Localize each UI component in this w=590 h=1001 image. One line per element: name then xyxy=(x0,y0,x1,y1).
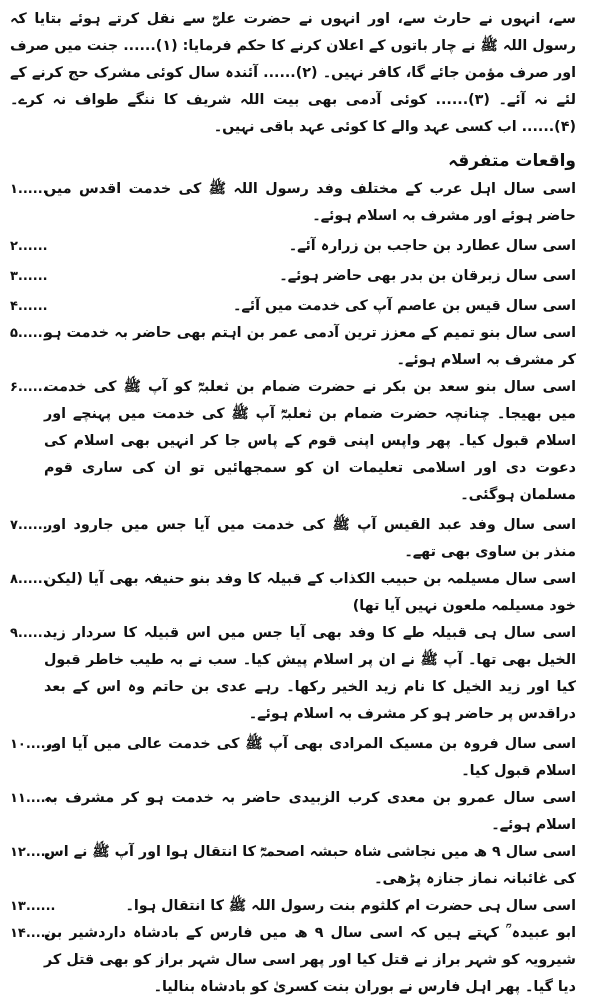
list-item xyxy=(10,263,576,290)
list-item-text: ابو عبیدہ ؒ کہتے ہیں کہ اسی سال ۹ ھ میں فارس کے بادشاہ داردشیر بن شیرویہ کو شہر براز نے قتل کیا اور پھر اسی سال شہر براز کو بھی قتل کر دیا گیا۔ پھر اہل فارس نے بوران بنت کسریٰ کو بادشاہ بنالیا۔ xyxy=(44,925,576,995)
list-item-text: اسی سال بنو سعد بن بکر نے حضرت ضمام بن ثعلبہؓ کو آپ ﷺ کی خدمت میں بھیجا۔ چنانچہ حضرت ضمام بن ثعلبہؓ آپ ﷺ کی خدمت میں پہنچے اور اسلام قبول کیا۔ پھر واپس اپنی قوم کے پاس جا کر انہیں بھی اسلام کی دعوت دی اور اسلامی تعلیمات ان کو سمجھائیں تو ان کی ساری قوم مسلمان ہوگئی۔ xyxy=(44,379,576,503)
list-item-number: ۶...... xyxy=(10,380,48,395)
list-item-text: اسی سال ۹ ھ میں نجاشی شاہ حبشہ اصحمہؓ کا انتقال ہوا اور آپ ﷺ نے اس کی غائبانہ نماز جنازہ پڑھی۔ xyxy=(44,844,576,887)
list-item xyxy=(10,293,576,320)
list-item xyxy=(10,566,576,620)
list-item-text: اسی سال وفد عبد القیس آپ ﷺ کی خدمت میں آیا جس میں جارود اور منذر بن ساوی بھی تھے۔ xyxy=(44,517,576,560)
list-item-number: ۱۴...... xyxy=(10,926,56,941)
list-item-text: اسی سال ہی قبیلہ طے کا وفد بھی آیا جس میں اس قبیلہ کا سردار زید الخیل بھی تھا۔ آپ ﷺ نے ان پر اسلام پیش کیا۔ سب نے بہ طیب خاطر قبول کیا اور زید الخیل کا نام زید الخیر رکھا۔ رہے عدی بن حاتم وہ اس کے بعد دراقدس پر حاضر ہو کر مشرف بہ اسلام ہوئے۔ xyxy=(44,625,576,722)
list-item-text: اسی سال قیس بن عاصم آپ کی خدمت میں آئے۔ xyxy=(232,298,576,314)
list-item-number: ۱۳...... xyxy=(10,899,56,914)
list-item-text: اسی سال عمرو بن معدی کرب الزبیدی حاضر بہ خدمت ہو کر مشرف بہ اسلام ہوئے۔ xyxy=(44,790,576,833)
list-item xyxy=(10,512,576,566)
list-item-text: اسی سال مسیلمہ بن حبیب الکذاب کے قبیلہ کا وفد بنو حنیفہ بھی آیا (لیکن خود مسیلمہ ملعون نہیں آیا تھا) xyxy=(44,571,576,614)
list-item-text: اسی سال عطارد بن حاجب بن زرارہ آئے۔ xyxy=(288,238,576,254)
list-item xyxy=(10,374,576,509)
list-item xyxy=(10,320,576,374)
list-item xyxy=(10,731,576,785)
intro-paragraph: سے، انہوں نے حارث سے، اور انہوں نے حضرت علیؓ سے نقل کرتے ہوئے بتایا کہ رسول اللہ ﷺ نے چار باتوں کے اعلان کرنے کا حکم فرمایا: (۱)...... جنت میں صرف اور صرف مؤمن جائے گا، کافر نہیں۔ (۲)...... آئندہ سال کوئی مشرک حج کرنے کے لئے نہ آئے۔ (۳)...... کوئی آدمی بھی بیت اللہ شریف کا ننگے طواف نہ کرے۔ (۴)...... اب کسی عہد والے کا کوئی عہد باقی نہیں۔ xyxy=(10,11,577,135)
list-item-number: ۷...... xyxy=(10,518,48,533)
list-item-number: ۹...... xyxy=(10,626,48,641)
list-item xyxy=(10,893,576,920)
list-item xyxy=(10,233,576,260)
list-item-text: اسی سال زبرقان بن بدر بھی حاضر ہوئے۔ xyxy=(279,268,576,284)
list-item-number: ۱۲...... xyxy=(10,845,56,860)
list-item xyxy=(10,785,576,839)
list-item xyxy=(10,620,576,728)
list-item-number: ۱...... xyxy=(10,182,48,197)
list-item-text: اسی سال فروہ بن مسیک المرادی بھی آپ ﷺ کی خدمت عالی میں آیا اور اسلام قبول کیا۔ xyxy=(44,736,576,779)
list-item-number: ۱۰...... xyxy=(10,737,56,752)
list-item-number: ۴...... xyxy=(10,299,48,314)
list-item xyxy=(10,176,576,230)
list-item-number: ۵...... xyxy=(10,326,48,341)
list-item-number: ۳...... xyxy=(10,269,48,284)
list-item-number: ۸...... xyxy=(10,572,48,587)
list-item-text: اسی سال ہی حضرت ام کلثوم بنت رسول اللہ ﷺ کا انتقال ہوا۔ xyxy=(125,898,576,914)
list-item-number: ۱۱...... xyxy=(10,791,56,806)
events-list xyxy=(10,176,576,1001)
intro-paragraph-block xyxy=(10,6,576,141)
list-item-text: اسی سال بنو تمیم کے معزز ترین آدمی عمر بن اہتم بھی حاضر بہ خدمت ہو کر مشرف بہ اسلام ہوئے۔ xyxy=(44,325,576,368)
list-item-text: اسی سال اہل عرب کے مختلف وفد رسول اللہ ﷺ کی خدمت اقدس میں حاضر ہوئے اور مشرف بہ اسلام ہوئے۔ xyxy=(44,181,576,224)
list-item xyxy=(10,920,576,1001)
list-item xyxy=(10,839,576,893)
list-item-number: ۲...... xyxy=(10,239,48,254)
section-title: واقعات متفرقہ xyxy=(448,151,576,171)
